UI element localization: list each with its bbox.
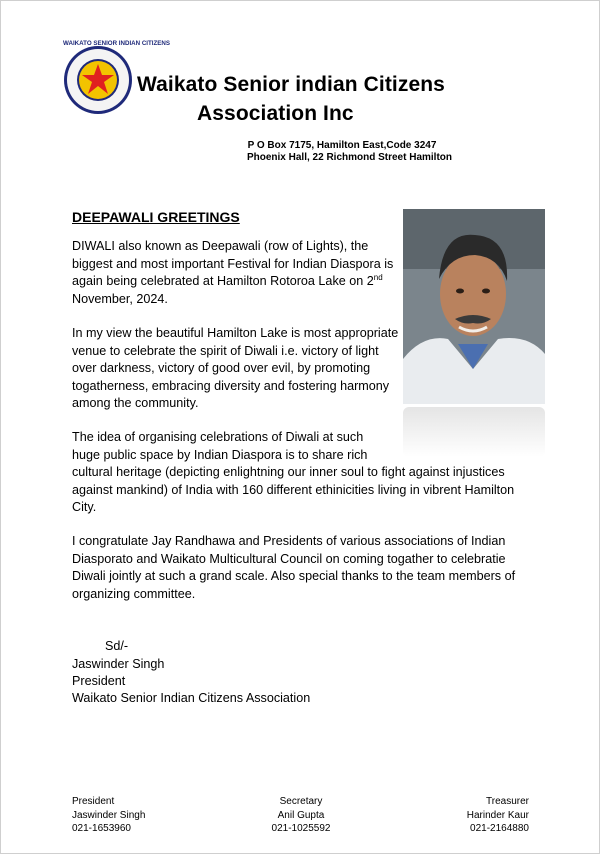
footer-treasurer <box>467 795 529 836</box>
footer-phone: 021-1653960 <box>72 823 131 834</box>
footer-name: Anil Gupta <box>277 809 325 821</box>
signatory-name: Jaswinder Singh <box>72 657 165 671</box>
photo-reflection <box>403 407 545 457</box>
org-name-line1: Waikato Senior indian Citizens <box>137 73 445 96</box>
paragraph-1: DIWALI also known as Deepawali (row of Lights), the biggest and most important Festival for Indian Diaspora is again being celebrated at Hamilton Rotoroa Lake on 2nd November, 2024. <box>72 239 394 306</box>
footer-phone: 021-2164880 <box>470 823 529 834</box>
footer-role: Treasurer <box>486 796 529 807</box>
footer-name: Harinder Kaur <box>466 809 529 821</box>
paragraph-3: The idea of organising celebrations of Diwali at such huge public space by Indian Diaspora is to share rich cultural heritage (depicting enlightning our inner soul to fight against injustices against mankind) of India with 160 different ethinicities living in vibrent Hamilton City. <box>72 430 515 514</box>
footer-role: Secretary <box>279 796 323 807</box>
paragraph-4: I congratulate Jay Randhawa and Presidents of various associations of Indian Diasporato and Waikato Multicultural Council on coming togather to celebratie Diwali jointly at such a grand scale. Also special thanks to the team members of organizing committee. <box>72 534 516 601</box>
paragraph-2: In my view the beautiful Hamilton Lake is most appropriate venue to celebrate the spirit of Diwali i.e. victory of light over darkness, victory of good over evil, by promoting togatherness, embracing diversity and fostering harmony among the community. <box>72 326 399 410</box>
footer-name: Jaswinder Singh <box>72 809 146 821</box>
postal-address: P O Box 7175, Hamilton East,Code 3247 <box>247 140 437 151</box>
signatory-title: President <box>72 674 126 688</box>
footer-secretary <box>231 795 371 836</box>
portrait-image <box>403 209 545 404</box>
hall-address: Phoenix Hall, 22 Richmond Street Hamilton <box>246 152 453 163</box>
signatory-organization: Waikato Senior Indian Citizens Association <box>72 691 311 705</box>
org-name-line2: Association Inc <box>197 102 354 125</box>
footer-phone: 021-1025592 <box>271 823 331 834</box>
logo-ring-text: WAIKATO SENIOR INDIAN CITIZENS <box>63 40 171 47</box>
letter-heading: DEEPAWALI GREETINGS <box>72 209 240 225</box>
organization-name <box>137 70 445 128</box>
president-photo <box>403 209 545 459</box>
association-logo <box>63 40 171 115</box>
signature-mark: Sd/- <box>105 639 129 653</box>
footer-president <box>72 795 145 836</box>
footer-role: President <box>72 796 115 807</box>
